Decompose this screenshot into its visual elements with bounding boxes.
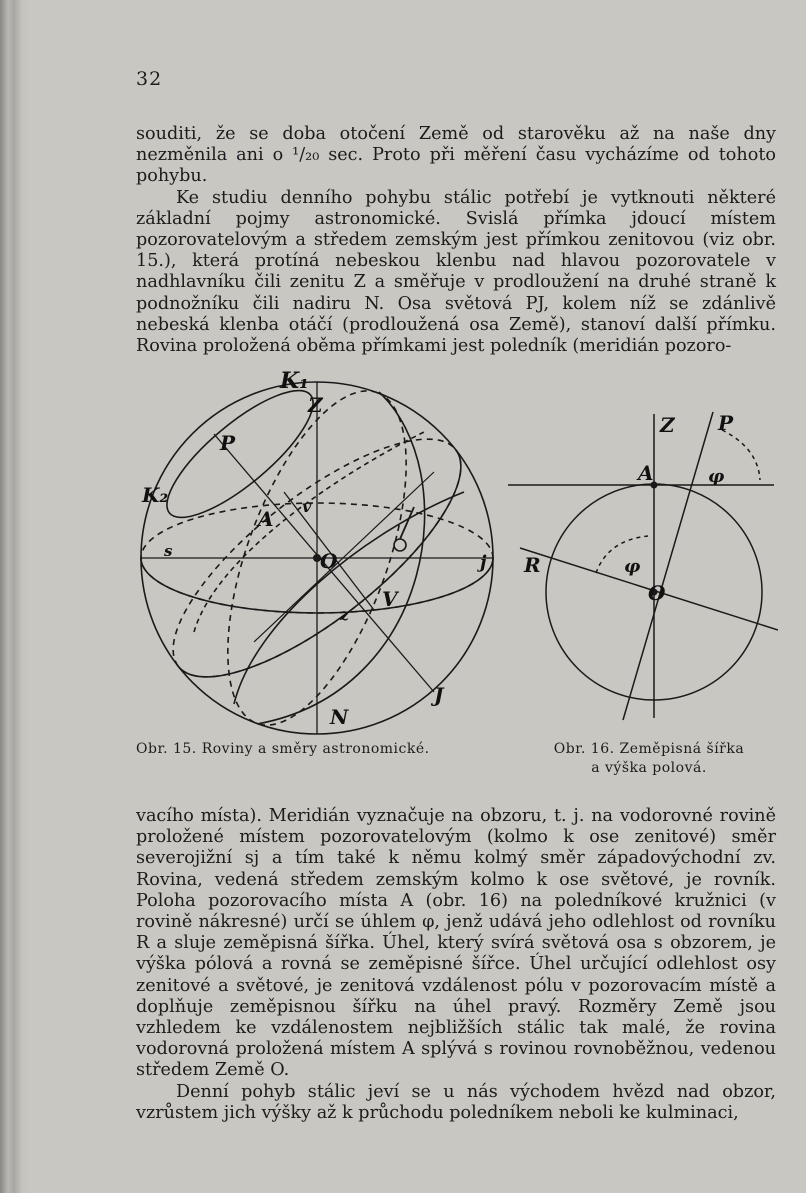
label-v: v <box>302 497 312 516</box>
label-N: N <box>330 705 349 729</box>
paragraph-continuation: souditi, že se doba otočení Země od starověku až na naše dny nezměnila ani o ¹/₂₀ sec. Proto při měření času vycházíme od tohoto pohybu. <box>136 124 776 187</box>
label-P: P <box>220 431 236 455</box>
figure-16-caption <box>524 740 774 778</box>
label-V: V <box>382 587 398 611</box>
label-R: R <box>524 553 541 577</box>
latitude-diagram <box>508 400 778 730</box>
label-J: J <box>434 683 444 707</box>
label-phi-top: φ <box>708 466 725 487</box>
label-O: O <box>320 549 338 573</box>
label-O: O <box>648 581 666 605</box>
label-A: A <box>638 461 654 485</box>
celestial-sphere-diagram <box>134 362 504 738</box>
label-P: P <box>718 411 734 435</box>
label-K2: K₂ <box>142 483 169 507</box>
figure-16 <box>508 400 778 730</box>
label-K1: K₁ <box>280 368 309 394</box>
figure-15 <box>134 362 504 738</box>
label-s: s <box>164 542 173 560</box>
label-j: j <box>480 552 487 573</box>
label-z: z <box>340 605 350 624</box>
paragraph-daily-motion: Denní pohyb stálic jeví se u nás východem hvězd nad obzor, vzrůstem jich výšky až k průchodu poledníkem neboli ke kulminaci, <box>136 1081 776 1123</box>
page-number: 32 <box>136 68 163 90</box>
figure-16-caption-line2: a výška polová. <box>591 760 707 776</box>
label-Z: Z <box>660 413 675 437</box>
bottom-text-block <box>136 806 776 1124</box>
paragraph-zenith: Ke studiu denního pohybu stálic potřebí je vytknouti některé základní pojmy astronomické. Svislá přímka jdoucí místem pozorovatelovým a středem zemským jest přímkou zenitovou (viz obr. 15.), která protíná nebeskou klenbu nad hlavou pozorovatele v nadhlavníku čili zenitu Z a směřuje v prodloužení na druhé straně k podnožníku čili nadiru N. Osa světová PJ, kolem níž se zdánlivě nebeská klenba otáčí (prodloužená osa Země), stanoví další přímku. Rovina proložená oběma přímkami jest poledník (meridián pozoro- <box>136 187 776 357</box>
label-A: A <box>258 507 274 531</box>
star-marker <box>394 539 406 551</box>
label-Z: Z <box>308 393 323 417</box>
phi-arc-top <box>722 430 760 480</box>
label-phi-center: φ <box>624 556 641 577</box>
paragraph-meridian: vacího místa). Meridián vyznačuje na obzoru, t. j. na vodorovné rovině proložené místem pozorovatelovým (kolmo k ose zenitové) směr severojižní sj a tím také k němu kolmý směr západovýchodní zv. Rovina, vedená středem zemským kolmo k ose světové, je rovník. Poloha pozorovacího místa A (obr. 16) na poledníkové kružnici (v rovině nákresné) určí se úhlem φ, jenž udává jeho odlehlost od rovníku R a sluje zeměpisná šířka. Úhel, který svírá světová osa s obzorem, je výška pólová a rovná se zeměpisné šířce. Úhel určující odlehlost osy zenitové a světové, je zenitová vzdálenost pólu v pozorovacím místě a doplňuje zeměpisnou šířku na úhel pravý. Rozměry Země jsou vzhledem ke vzdálenostem nejbližších stálic tak malé, že rovina vodorovná proložená místem A splývá s rovinou rovnoběžnou, vedenou středem Země O. <box>136 806 776 1081</box>
book-gutter-shadow <box>0 0 30 1193</box>
figure-16-caption-line1: Obr. 16. Zeměpisná šířka <box>553 741 745 757</box>
top-text-block <box>136 124 776 357</box>
figure-15-caption: Obr. 15. Roviny a směry astronomické. <box>136 741 430 757</box>
